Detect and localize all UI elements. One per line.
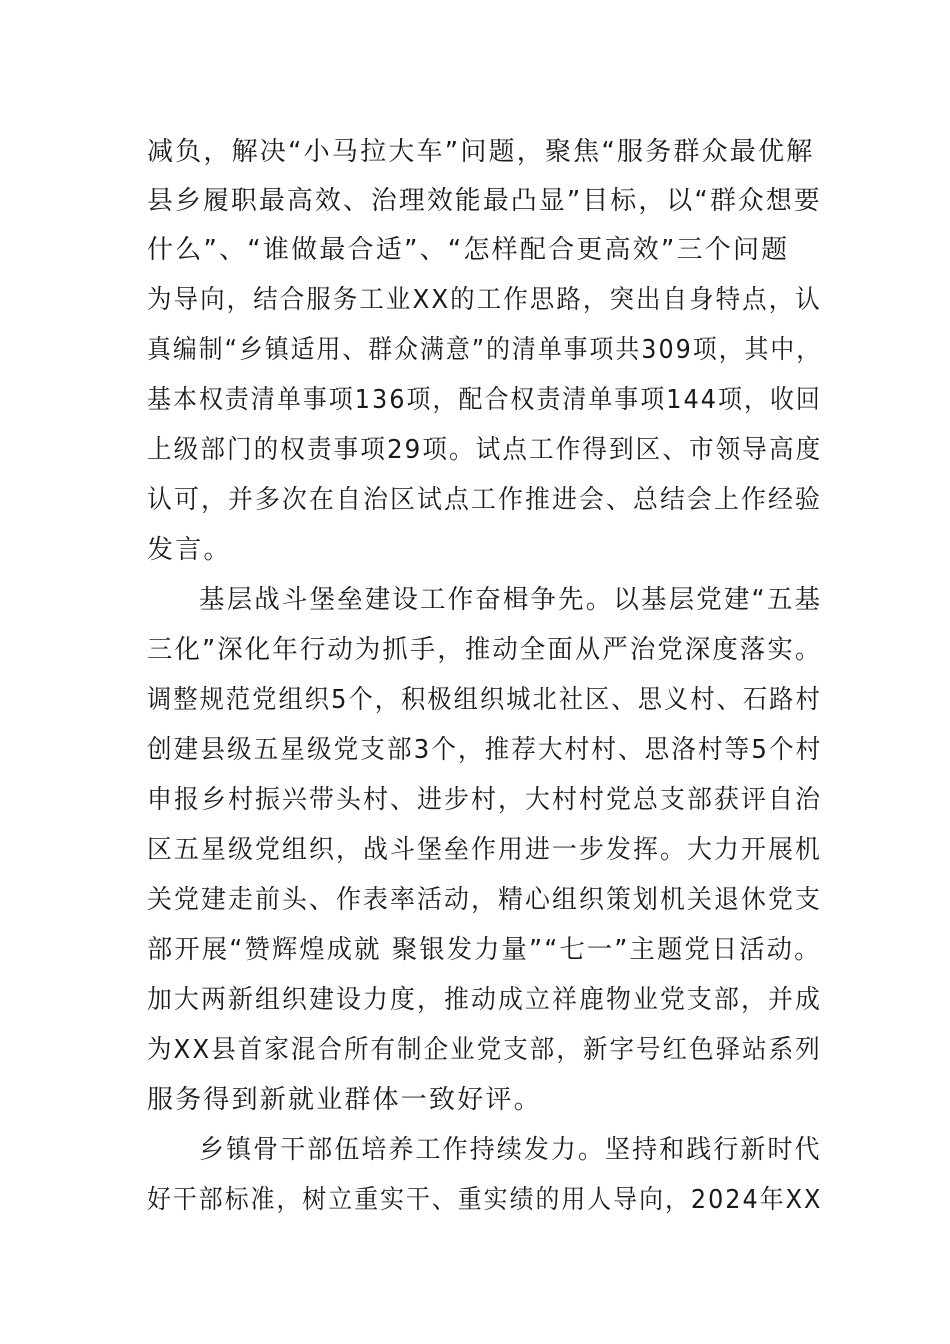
paragraph-heading-line: 乡镇骨干部伍培养工作持续发力。坚持和践行新时代 — [199, 1135, 822, 1165]
text-line: 真编制“乡镇适用、群众满意”的清单事项共309项，其中， — [147, 335, 823, 365]
text-line: 区五星级党组织，战斗堡垒作用进一步发挥。大力开展机 — [147, 835, 822, 865]
text-line: 申报乡村振兴带头村、进步村，大村村党总支部获评自治 — [147, 785, 822, 815]
text-line: 服务得到新就业群体一致好评。 — [147, 1085, 542, 1115]
text-line: 三化”深化年行动为抓手，推动全面从严治党深度落实。 — [147, 635, 823, 665]
text-line: 为导向，结合服务工业XX的工作思路，突出自身特点，认 — [147, 285, 822, 315]
text-line: 认可，并多次在自治区试点工作推进会、总结会上作经验 — [147, 485, 822, 515]
text-line: 关党建走前头、作表率活动，精心组织策划机关退休党支 — [147, 885, 822, 915]
text-line: 加大两新组织建设力度，推动成立祥鹿物业党支部，并成 — [147, 985, 822, 1015]
text-line: 什么”、“谁做最合适”、“怎样配合更高效”三个问题 — [147, 235, 790, 265]
text-line: 创建县级五星级党支部3个，推荐大村村、思洛村等5个村 — [147, 735, 823, 765]
text-line: 基本权责清单事项136项，配合权责清单事项144项，收回 — [147, 385, 822, 415]
text-line: 调整规范党组织5个，积极组织城北社区、思义村、石路村 — [147, 685, 822, 715]
text-line: 好干部标准，树立重实干、重实绩的用人导向，2024年XX — [147, 1185, 823, 1215]
text-line: 县乡履职最高效、治理效能最凸显”目标，以“群众想要 — [147, 186, 822, 216]
text-line: 部开展“赞辉煌成就 聚银发力量”“七一”主题党日活动。 — [147, 935, 822, 965]
text-line: 减负，解决“小马拉大车”问题，聚焦“服务群众最优解 — [147, 137, 815, 167]
text-line: 发言。 — [147, 535, 232, 565]
paragraph-heading-line: 基层战斗堡垒建设工作奋楫争先。以基层党建“五基 — [199, 585, 823, 615]
text-line: 上级部门的权责事项29项。试点工作得到区、市领导高度 — [147, 435, 823, 465]
text-line: 为XX县首家混合所有制企业党支部，新字号红色驿站系列 — [147, 1035, 822, 1065]
